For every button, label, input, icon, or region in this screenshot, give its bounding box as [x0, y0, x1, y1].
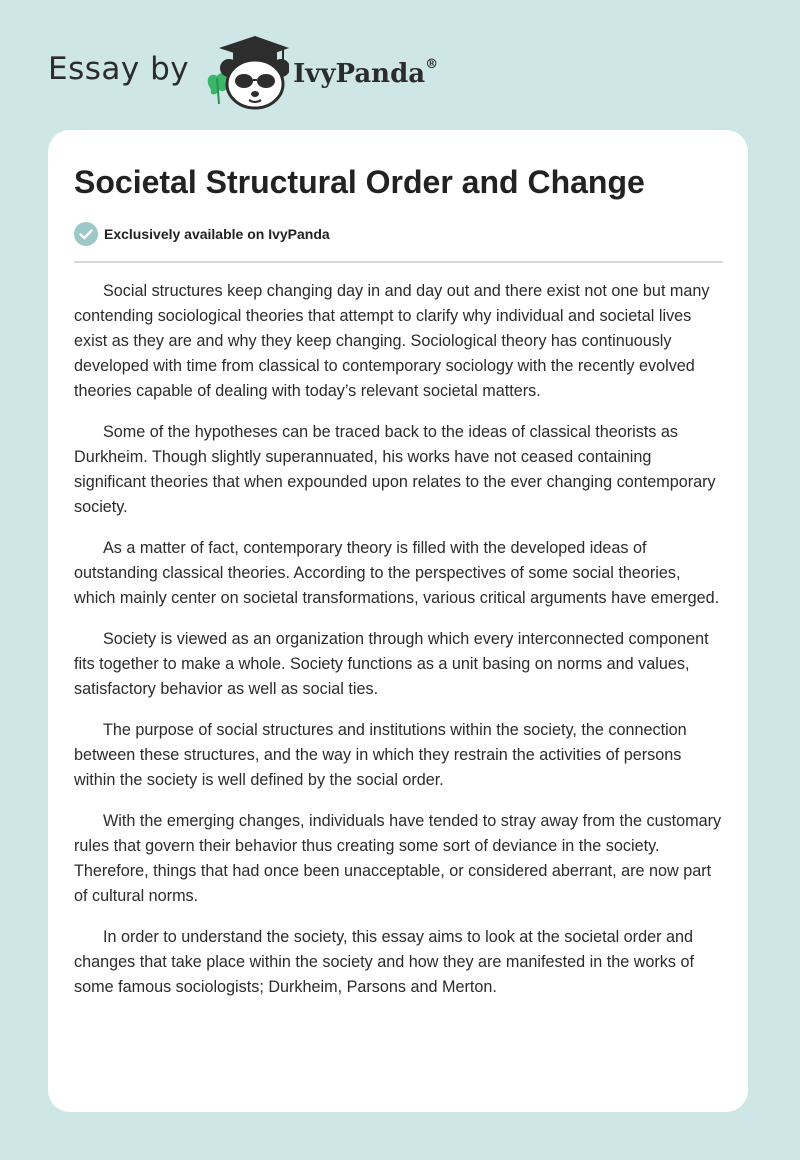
essay-by-label: Essay by: [48, 51, 190, 87]
paragraph: The purpose of social structures and institutions within the society, the connection between these structures, and the way in which they restrain the activities of persons within the society is well defined by the social order.: [74, 721, 687, 789]
essay-body: [74, 279, 726, 1016]
divider: [74, 261, 723, 263]
ivypanda-logo-icon[interactable]: [203, 34, 289, 110]
paragraph: In order to understand the society, this essay aims to look at the societal order and changes that take place within the society and how they are manifested in the works of some famous sociologists; Durkheim, Parsons and Merton.: [74, 928, 694, 996]
exclusive-badge-label: Exclusively available on IvyPanda: [104, 226, 330, 242]
essay-card: [48, 130, 748, 1112]
registered-mark: ®: [425, 57, 439, 72]
page-title: Societal Structural Order and Change: [74, 164, 645, 200]
brand-name[interactable]: [293, 59, 438, 89]
paragraph: As a matter of fact, contemporary theory is filled with the developed ideas of outstanding classical theories. According to the perspectives of some social theories, which mainly center on societal transformations, various critical arguments have emerged.: [74, 539, 720, 607]
paragraph: Society is viewed as an organization through which every interconnected component fits together to make a whole. Society functions as a unit basing on norms and values, satisfactory behavior as well as social ties.: [74, 630, 709, 698]
paragraph: With the emerging changes, individuals have tended to stray away from the customary rules that govern their behavior thus creating some sort of deviance in the society. Therefore, things that had once been unacceptable, or considered aberrant, are now part of cultural norms.: [74, 812, 722, 905]
exclusive-badge: [74, 222, 330, 246]
site-header: [48, 34, 568, 110]
brand-name-text: IvyPanda: [293, 59, 426, 89]
paragraph: Social structures keep changing day in and day out and there exist not one but many contending sociological theories that attempt to clarify why individual and societal lives exist as they are and why they keep changing. Sociological theory has continuously developed with time from classical to contemporary sociology with the recently evolved theories capable of dealing with today’s relevant societal matters.: [74, 282, 710, 400]
paragraph: Some of the hypotheses can be traced back to the ideas of classical theorists as Durkheim. Though slightly superannuated, his works have not ceased containing significant theories that when expounded upon relates to the ever changing contemporary society.: [74, 423, 716, 516]
check-circle-icon: [74, 222, 98, 246]
